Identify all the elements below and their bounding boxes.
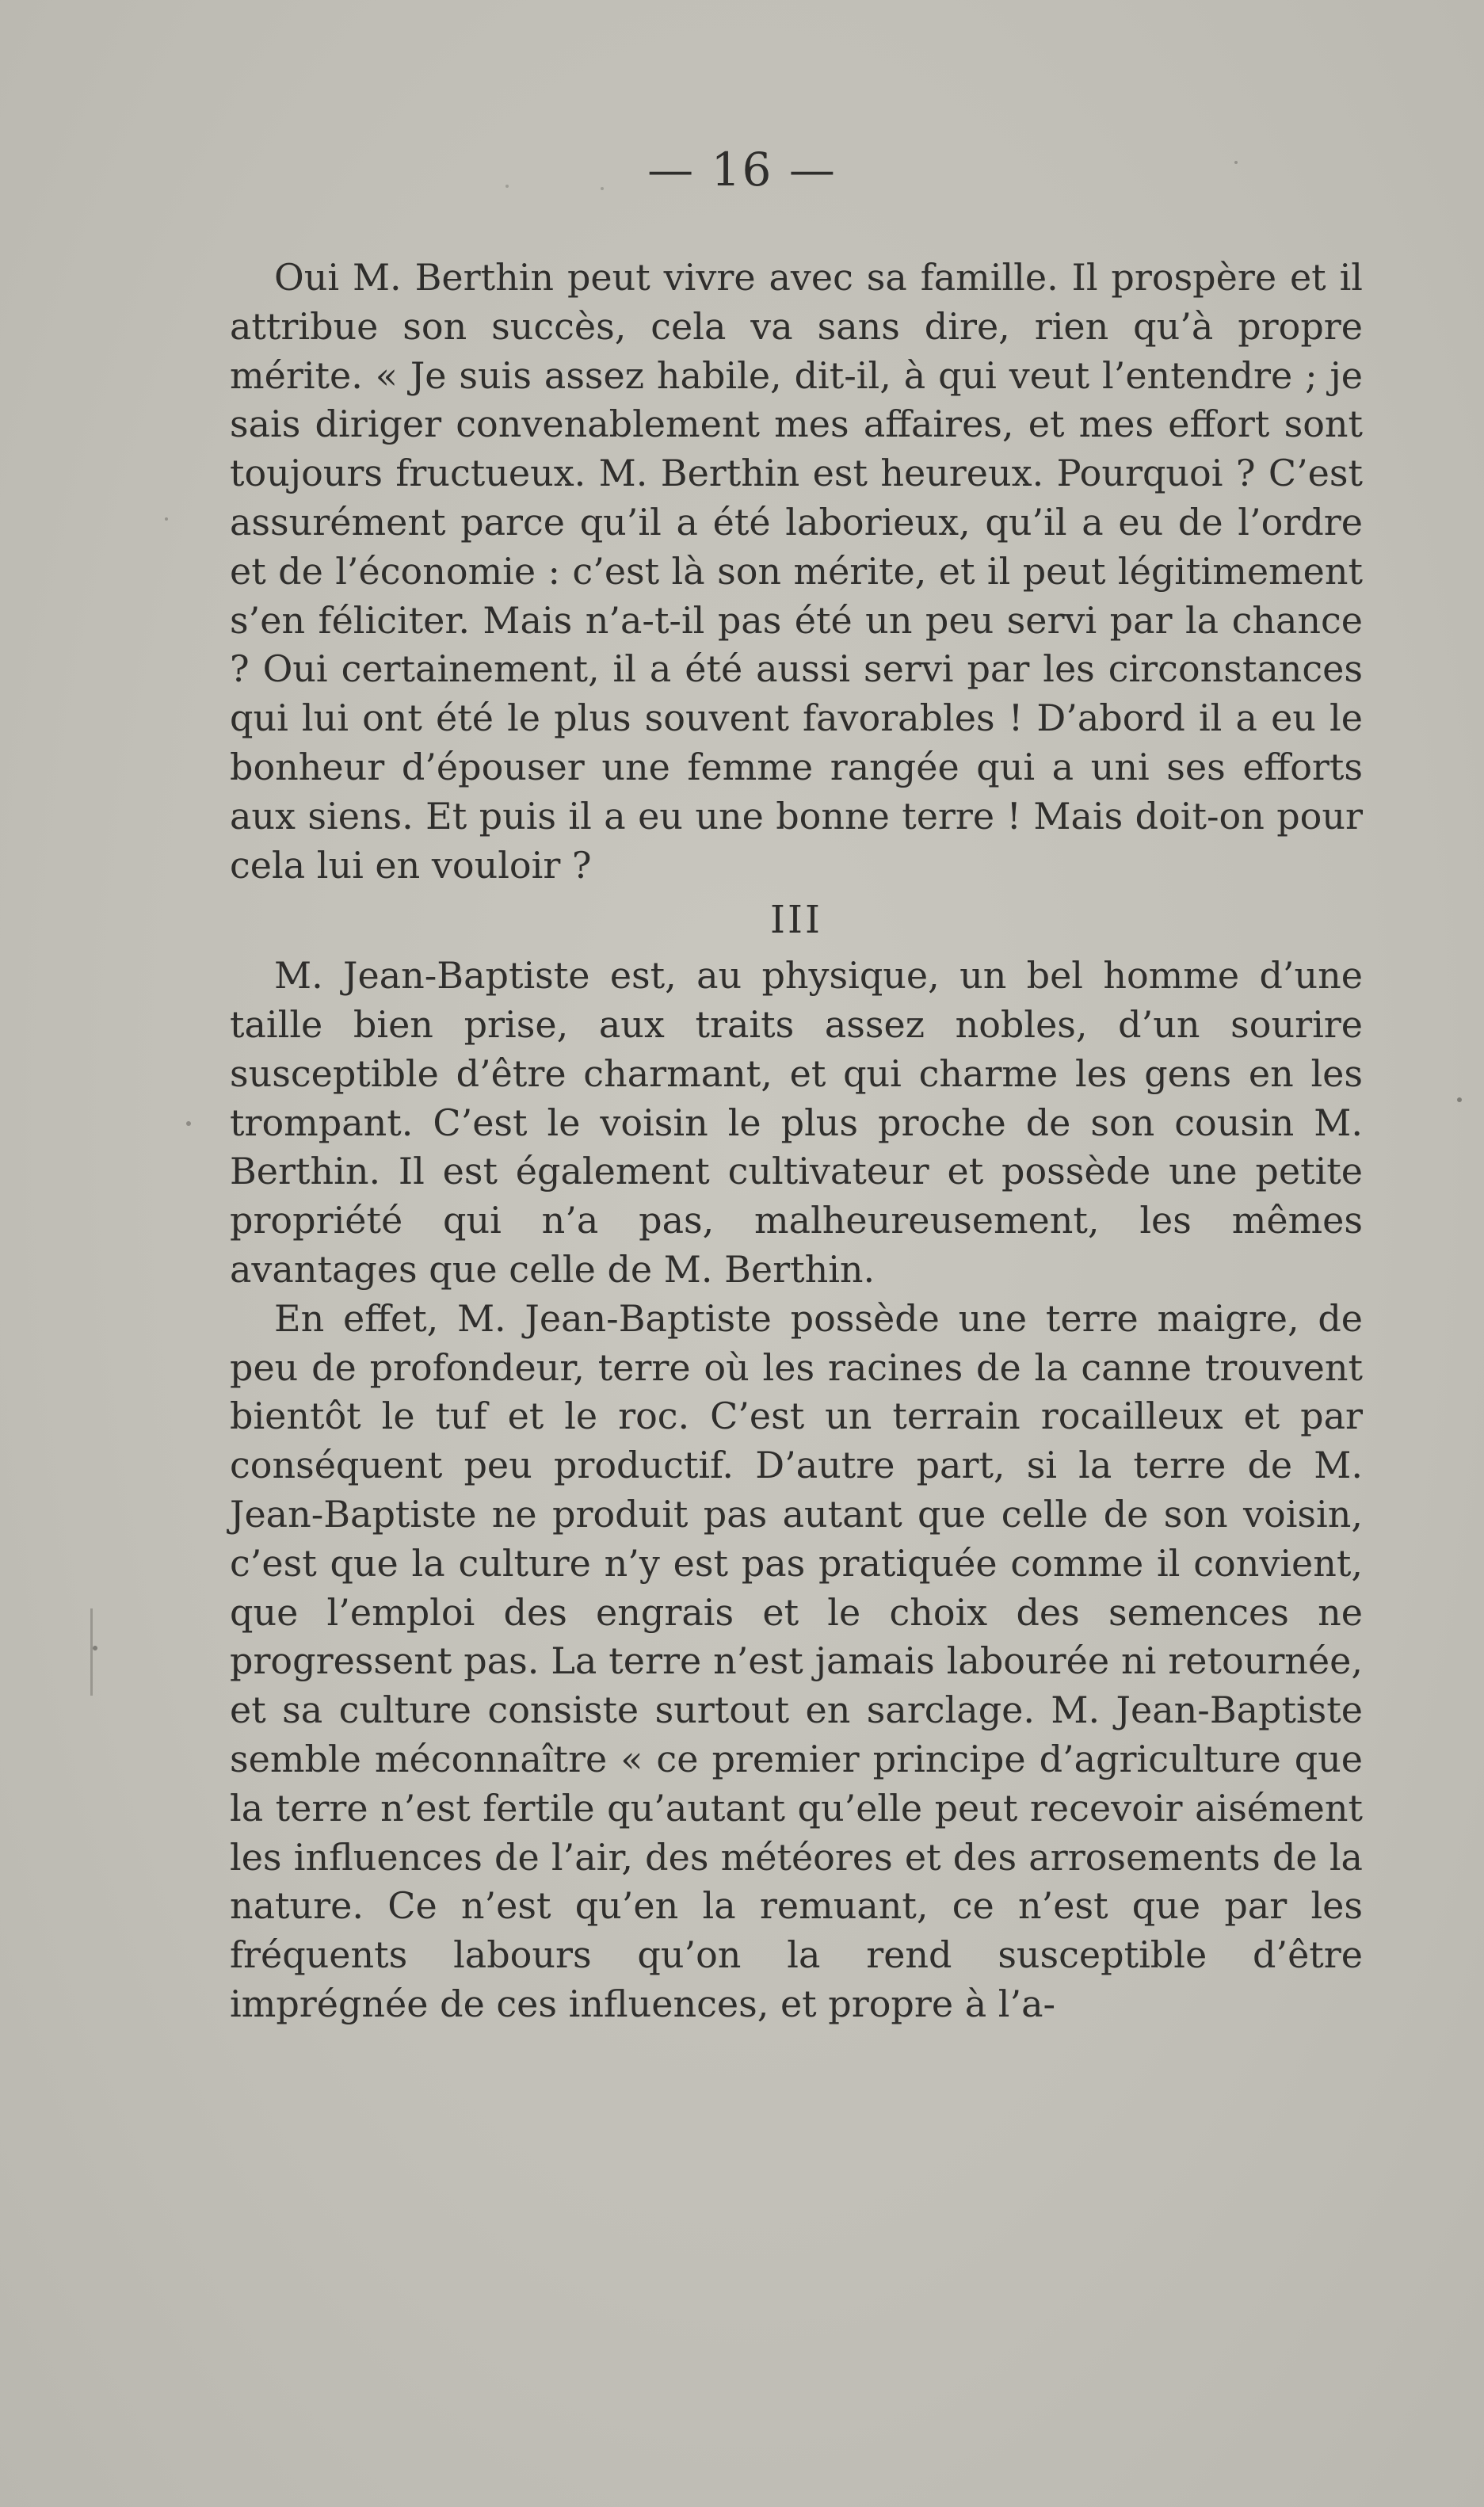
body-text [230,254,1363,2029]
paragraph-jean-baptiste-portrait: M. Jean-Baptiste est, au physique, un bel homme d’une taille bien prise, aux traits assez nobles, d’un sourire susceptible d’être charmant, et qui charme les gens en les trompant. C’est le voisin le plus proche de son cousin M. Berthin. Il est également cultivateur et possède une petite propriété qui n’a pas, malheureusement, les mêmes avantages que celle de M. Berthin. [230,954,1363,1291]
paragraph-jean-baptiste-land: En effet, M. Jean-Baptiste possède une terre maigre, de peu de profondeur, terre où les racines de la canne trouvent bientôt le tuf et le roc. C’est un terrain rocailleux et par conséquent peu productif. D’autre part, si la terre de M. Jean-Baptiste ne produit pas autant que celle de son voisin, c’est que la culture n’y est pas pratiquée comme il convient, que l’emploi des engrais et le choix des semences ne progressent pas. La terre n’est jamais labourée ni retournée, et sa culture consiste surtout en sarclage. M. Jean-Baptiste semble méconnaître « ce premier principe d’agriculture que la terre n’est fertile qu’autant qu’elle peut recevoir aisément les influences de l’air, des météores et des arrosements de la nature. Ce n’est qu’en la remuant, ce n’est que par les fréquents labours qu’on la rend susceptible d’être imprégnée de ces influences, et propre à l’a- [230,1296,1363,2025]
page-number: — 16 — [647,143,837,197]
paragraph-berthin-prosperity: Oui M. Berthin peut vivre avec sa famille. Il prospère et il attribue son succès, cela va sans dire, rien qu’à propre mérite. « Je suis assez habile, dit-il, à qui veut l’entendre ; je sais diriger convenablement mes affaires, et mes effort sont toujours fructueux. M. Berthin est heureux. Pourquoi ? C’est assurément parce qu’il a été laborieux, qu’il a eu de l’ordre et de l’économie : c’est là son mérite, et il peut légitimement s’en féliciter. Mais n’a-t-il pas été un peu servi par la chance ? Oui certainement, il a été aussi servi par les circonstances qui lui ont été le plus souvent favorables ! D’abord il a eu le bonheur d’épouser une femme rangée qui a uni ses efforts aux siens. Et puis il a eu une bonne terre ! Mais doit-on pour cela lui en vouloir ? [230,256,1363,887]
section-heading: III [770,898,822,943]
